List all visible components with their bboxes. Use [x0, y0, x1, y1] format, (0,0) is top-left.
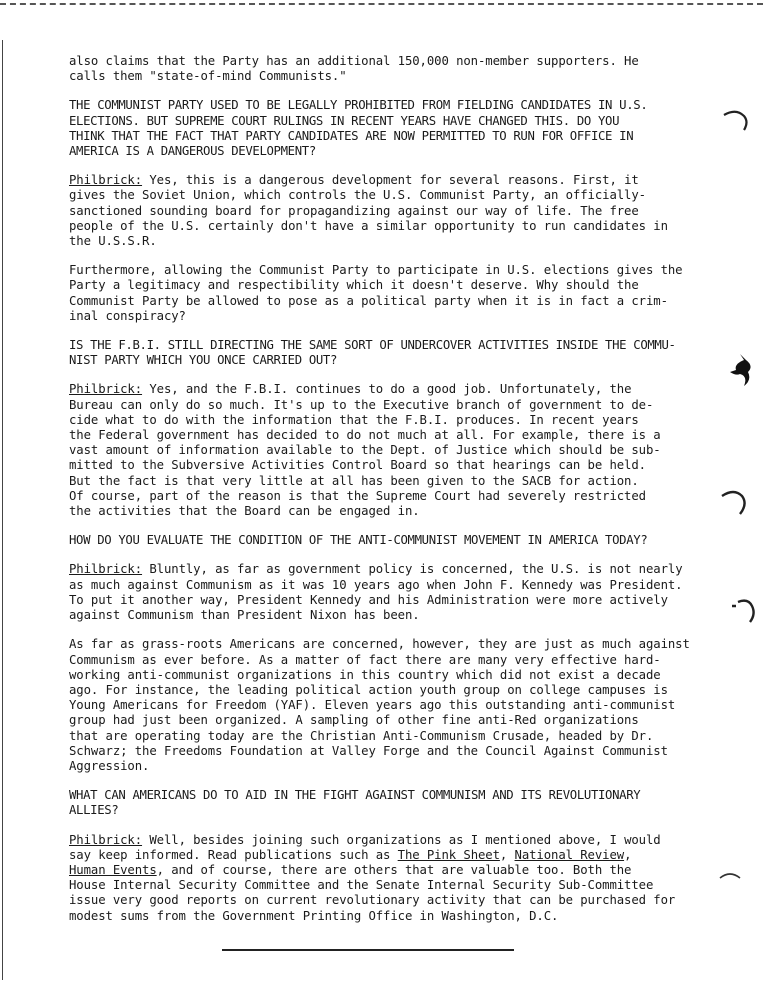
binding-hole-mark-5 [718, 868, 744, 884]
answer-text: , and of course, there are others that are valuable too. Both the House Internal Security Committee and the Senate Internal Security Sub-Committee issue very good reports on current revolutionary activity that can be purchased for modest sums from the Government Printing Office in Washington, D.C. [69, 862, 676, 923]
binding-hole-mark-1 [722, 108, 752, 132]
paragraph-1 [69, 54, 714, 84]
speaker-label: Philbrick: [69, 832, 143, 847]
document-body [69, 54, 714, 938]
paragraph-text: As far as grass-roots Americans are concerned, however, they are just as much against Communism as ever before. As a matter of fact there are many very effective hard- working anti-communist organizations in this country which did not exist a decade ago. For instance, the leading political action youth group on college campuses is Young Americans for Freedom (YAF). Eleven years ago this outstanding anti-communist group had just been organized. A sampling of other fine anti-Red organizations that are operating today are the Christian Anti-Communism Crusade, headed by Dr. Schwarz; the Freedoms Foundation at Valley Forge and the Council Against Communist Aggression. [69, 637, 690, 773]
question-text: WHAT CAN AMERICANS DO TO AID IN THE FIGHT AGAINST COMMUNISM AND ITS REVOLUTIONARY ALLIES? [69, 788, 641, 818]
question-3 [69, 533, 714, 548]
question-2 [69, 338, 714, 368]
question-text: HOW DO YOU EVALUATE THE CONDITION OF THE ANTI-COMMUNIST MOVEMENT IN AMERICA TODAY? [69, 533, 648, 548]
question-1 [69, 98, 714, 159]
speaker-label: Philbrick: [69, 562, 143, 577]
publication-human-events: Human Events [69, 862, 157, 877]
answer-text: , [624, 847, 632, 862]
answer-2 [69, 382, 714, 519]
top-perforation-line [0, 3, 763, 5]
paragraph-text: also claims that the Party has an additional 150,000 non-member supporters. He calls them "state-of-mind Communists." [69, 54, 639, 84]
answer-text: Yes, and the F.B.I. continues to do a good job. Unfortunately, the Bureau can only do so much. It's up to the Executive branch of government to de- cide what to do with the information that the F.B.I. produces. In recent years the Federal government has decided to do not much at all. For example, there is a vast amount of information available to the Dept. of Justice which should be sub- mitted to the Subversive Activities Control Board so that hearings can be held. But the fact is that very little at all has been given to the SACB for action. Of course, part of the reason is that the Supreme Court had severely restricted the activities that the Board can be engaged in. [69, 382, 661, 519]
left-page-edge [2, 40, 3, 980]
publication-national-review: National Review [514, 847, 625, 862]
question-4 [69, 788, 714, 818]
binding-hole-mark-3 [720, 488, 750, 516]
end-rule [222, 949, 514, 951]
answer-text: Bluntly, as far as government policy is concerned, the U.S. is not nearly as much against Communism as it was 10 years ago when John F. Kennedy was President. To put it another way, President Kennedy and his Administration were more actively against Communism than President Nixon has been. [69, 562, 683, 623]
answer-1 [69, 173, 714, 249]
speaker-label: Philbrick: [69, 173, 143, 188]
question-text: IS THE F.B.I. STILL DIRECTING THE SAME SORT OF UNDERCOVER ACTIVITIES INSIDE THE COMMU- NIST PARTY WHICH YOU ONCE CARRIED OUT? [69, 338, 676, 368]
binding-hole-mark-2 [726, 352, 760, 392]
paragraph-9 [69, 637, 714, 774]
paragraph-4 [69, 263, 714, 324]
answer-text: Well, besides joining such organizations as I mentioned above, I would say keep informed. Read publications such as [69, 832, 661, 862]
answer-4 [69, 833, 714, 924]
answer-text: , [499, 847, 515, 862]
binding-hole-mark-4 [730, 596, 760, 624]
speaker-label: Philbrick: [69, 382, 143, 397]
paragraph-text: Furthermore, allowing the Communist Party to participate in U.S. elections gives the Party a legitimacy and respectibility which it doesn't deserve. Why should the Communist Party be allowed to pose as a political party when it is in fact a crim- inal conspiracy? [69, 263, 683, 323]
answer-text: Yes, this is a dangerous development for several reasons. First, it gives the Soviet Union, which controls the U.S. Communist Party, an officially- sanctioned sounding board for propagandizing against our way of life. The free people of the U.S. certainly don't have a similar opportunity to run candidates in the U.S.S.R. [69, 173, 668, 249]
question-text: THE COMMUNIST PARTY USED TO BE LEGALLY PROHIBITED FROM FIELDING CANDIDATES IN U.S. ELECTIONS. BUT SUPREME COURT RULINGS IN RECENT YEARS HAVE CHANGED THIS. DO YOU THINK THAT THE FACT THAT PARTY CANDIDATES ARE NOW PERMITTED TO RUN FOR OFFICE IN AMERICA IS A DANGEROUS DEVELOPMENT? [69, 98, 648, 159]
answer-3 [69, 562, 714, 623]
publication-pink-sheet: The Pink Sheet [397, 847, 500, 862]
